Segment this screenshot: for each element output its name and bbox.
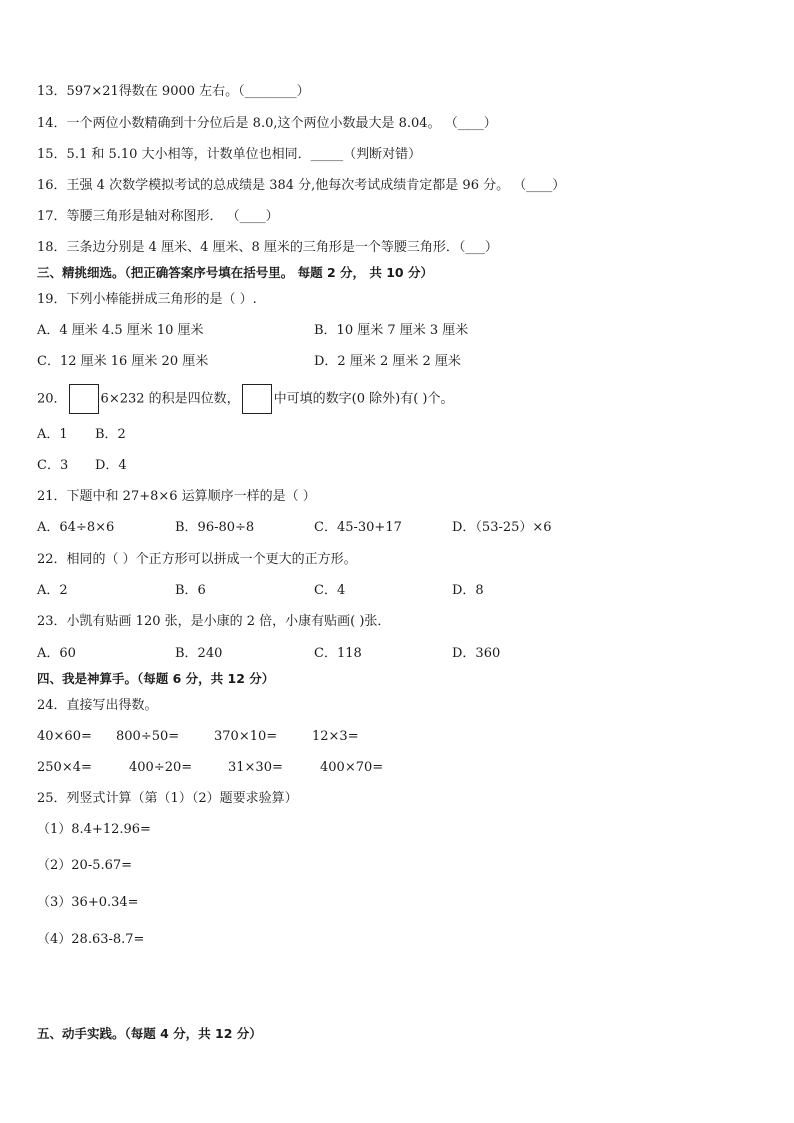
question-number: 16．: [37, 178, 67, 193]
vertical-calc-item: （3）36+0.34=: [37, 895, 139, 910]
question-text: 王强 4 次数学模拟考试的总成绩是 384 分,他每次考试成绩肯定都是 96 分。 （____）: [66, 178, 566, 193]
option-22-a: A．2: [37, 583, 68, 598]
question-text: 一个两位小数精确到十分位后是 8.0,这个两位小数最大是 8.04。 （____）: [66, 116, 497, 131]
calc-item: 800÷50=: [116, 729, 180, 744]
question-17: [37, 208, 279, 226]
calc-item: 12×3=: [312, 729, 359, 744]
question-18: [37, 239, 498, 257]
question-number: 13．: [37, 84, 67, 99]
blank-box[interactable]: [69, 384, 99, 414]
option-21-c: C．45-30+17: [314, 520, 402, 535]
question-number: 20．: [37, 391, 67, 407]
question-text: 5.1 和 5.10 大小相等，计数单位也相同．_____（判断对错）: [66, 147, 422, 162]
vertical-calc-item: （4）28.63-8.7=: [37, 932, 145, 947]
question-23-stem: 23．小凯有贴画 120 张，是小康的 2 倍，小康有贴画( )张．: [37, 614, 391, 629]
question-21-stem: 21．下题中和 27+8×6 运算顺序一样的是（ ）: [37, 489, 316, 504]
option-20-c: C．3: [37, 458, 69, 473]
question-text: 597×21得数在 9000 左右。（________）: [66, 84, 310, 99]
option-19-a: A．4 厘米 4.5 厘米 10 厘米: [37, 323, 204, 338]
option-21-d: D．（53-25）×6: [452, 520, 552, 535]
calc-item: 250×4=: [37, 760, 92, 775]
question-20-stem: [37, 384, 453, 415]
option-23-b: B．240: [175, 646, 223, 661]
section-heading-3: 三、精挑细选。（把正确答案序号填在括号里。 每题 2 分， 共 10 分）: [37, 265, 433, 280]
option-20-b: B．2: [95, 427, 126, 442]
option-21-b: B．96-80÷8: [175, 520, 255, 535]
question-number: 15．: [37, 147, 67, 162]
calc-item: 400÷20=: [129, 760, 193, 775]
option-19-d: D．2 厘米 2 厘米 2 厘米: [314, 354, 461, 369]
question-text: 等腰三角形是轴对称图形． （____）: [66, 209, 279, 224]
question-13: [37, 83, 310, 101]
question-number: 14．: [37, 116, 67, 131]
calc-item: 370×10=: [214, 729, 278, 744]
question-14: [37, 115, 497, 133]
option-22-d: D．8: [452, 583, 484, 598]
question-text: 中可填的数字(0 除外)有( )个。: [273, 391, 454, 407]
section-heading-4: 四、我是神算手。（每题 6 分，共 12 分）: [37, 671, 275, 686]
question-text: 三条边分别是 4 厘米、4 厘米、8 厘米的三角形是一个等腰三角形．（___）: [66, 240, 498, 255]
option-20-a: A．1: [37, 427, 68, 442]
option-23-d: D．360: [452, 646, 501, 661]
calc-item: 31×30=: [228, 760, 283, 775]
option-23-a: A．60: [37, 646, 76, 661]
option-22-c: C．4: [314, 583, 346, 598]
question-24-stem: 24．直接写出得数。: [37, 698, 158, 713]
vertical-calc-item: （2）20-5.67=: [37, 858, 133, 873]
option-20-d: D．4: [95, 458, 127, 473]
option-21-a: A．64÷8×6: [37, 520, 115, 535]
question-number: 17．: [37, 209, 67, 224]
question-22-stem: 22．相同的（ ）个正方形可以拼成一个更大的正方形。: [37, 552, 357, 567]
question-19-stem: 19．下列小棒能拼成三角形的是（ ）.: [37, 292, 257, 307]
question-16: [37, 177, 565, 195]
blank-box[interactable]: [242, 384, 272, 414]
question-15: [37, 146, 421, 164]
option-19-c: C．12 厘米 16 厘米 20 厘米: [37, 354, 209, 369]
section-heading-5: 五、动手实践。（每题 4 分，共 12 分）: [37, 1026, 262, 1041]
question-text: 6×232 的积是四位数，: [100, 391, 240, 407]
option-23-c: C．118: [314, 646, 362, 661]
calc-item: 400×70=: [320, 760, 384, 775]
option-22-b: B．6: [175, 583, 206, 598]
option-19-b: B．10 厘米 7 厘米 3 厘米: [314, 323, 469, 338]
question-25-stem: 25．列竖式计算（第（1）（2）题要求验算）: [37, 791, 298, 806]
calc-item: 40×60=: [37, 729, 92, 744]
question-number: 18．: [37, 240, 67, 255]
vertical-calc-item: （1）8.4+12.96=: [37, 822, 151, 837]
